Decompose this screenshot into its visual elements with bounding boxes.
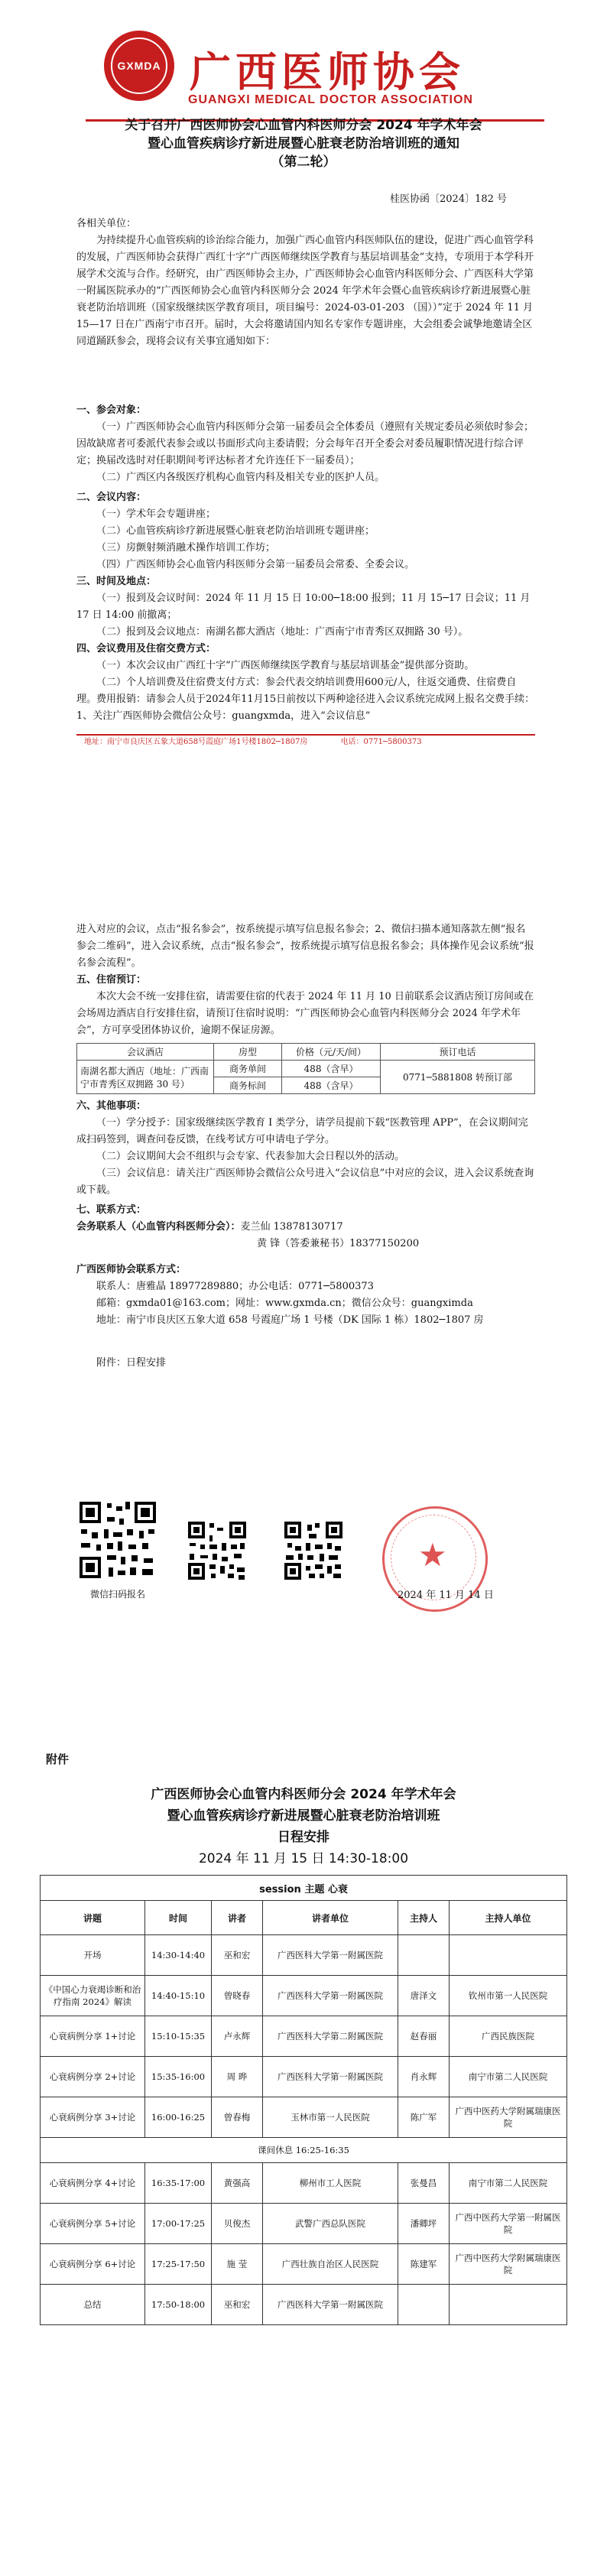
row-topic: 心衰病例分享 6+讨论 [41, 2244, 145, 2285]
row-time: 14:40-15:10 [145, 1976, 212, 2016]
row-chair: 陈广军 [398, 2097, 450, 2138]
row-unit: 广西医科大学第一附属医院 [263, 1935, 398, 1976]
row-topic: 总结 [41, 2285, 145, 2325]
row-chair: 潘卿坪 [398, 2204, 450, 2244]
row-unit: 广西壮族自治区人民医院 [263, 2244, 398, 2285]
qr-code-2 [187, 1520, 248, 1581]
qr-label: 微信扫码报名 [89, 1589, 145, 1600]
hotel-header-hotel: 会议酒店 [77, 1044, 214, 1061]
hotel-name: 南湖名都大酒店（地址：广西南宁市青秀区双拥路 30 号） [77, 1061, 214, 1094]
footer-divider [76, 734, 535, 736]
row-chair: 赵春丽 [398, 2016, 450, 2057]
section-7-heading: 七、联系方式： [76, 1204, 147, 1216]
hotel-header-phone: 预订电话 [381, 1044, 535, 1061]
row-time: 17:25-17:50 [145, 2244, 212, 2285]
schedule-date: 2024 年 11 月 15 日 14:30-18:00 [198, 1851, 409, 1866]
association-english-name: GUANGXI MEDICAL DOCTOR ASSOCIATION [188, 93, 473, 106]
title-line-2: 暨心血管疾病诊疗新进展暨心脏衰老防治培训班的通知 [148, 136, 459, 151]
attachment-label: 附件 [46, 1753, 70, 1766]
row-speaker: 巫和宏 [212, 2285, 263, 2325]
section-3-heading: 三、时间及地点： [76, 576, 157, 587]
row-topic: 心衰病例分享 2+讨论 [41, 2057, 145, 2097]
row-chair [398, 1935, 450, 1976]
contact-block [76, 1219, 535, 1236]
footer-phone: 电话：0771─5800373 [340, 738, 422, 746]
table-row [41, 1935, 567, 1976]
row-chair [398, 2285, 450, 2325]
footer-address: 地址：南宁市良庆区五象大道658号霞庭广场1号楼1802─1807房 [84, 738, 308, 746]
row-topic: 心衰病例分享 4+讨论 [41, 2163, 145, 2204]
notice-title [0, 116, 607, 171]
col-chair-unit: 主持人单位 [450, 1901, 567, 1935]
row-speaker: 贝俊杰 [212, 2204, 263, 2244]
row-chair-unit [450, 2285, 567, 2325]
section-6-heading: 六、其他事项： [76, 1100, 147, 1112]
row-speaker: 曾春梅 [212, 2097, 263, 2138]
row-chair-unit: 广西中医药大学附属瑞康医院 [450, 2244, 567, 2285]
col-time: 时间 [145, 1901, 212, 1935]
col-topic: 讲题 [41, 1901, 145, 1935]
qr-code-3 [283, 1520, 344, 1581]
schedule-title-3: 日程安排 [278, 1830, 329, 1845]
row-time: 16:35-17:00 [145, 2163, 212, 2204]
hotel-price-1: 488（含早） [282, 1061, 381, 1077]
row-time: 15:10-15:35 [145, 2016, 212, 2057]
hotel-phone: 0771─5881808 转预订部 [381, 1061, 535, 1094]
row-time: 17:50-18:00 [145, 2285, 212, 2325]
doc-number: 桂医协函〔2024〕182 号 [390, 193, 508, 205]
contact-1: 麦兰仙 13878130717 [240, 1221, 343, 1233]
section-1-heading: 一、参会对象： [76, 404, 147, 416]
section-5-text: 本次大会不统一安排住宿，请需要住宿的代表于 2024 年 11 月 10 日前联系会议酒店预订房间或在会场周边酒店自行安排住宿，请预订住宿时说明：“广西医师协会心血管内科医师分会 2024 年学术年会”，方可享受团体协议价，逾期不保证房源。 [76, 991, 534, 1036]
hotel-room-2: 商务标间 [214, 1077, 282, 1094]
schedule-title-1: 广西医师协会心血管内科医师分会 2024 年学术年会 [151, 1787, 456, 1802]
row-chair: 陈建军 [398, 2244, 450, 2285]
row-topic: 开场 [41, 1935, 145, 1976]
section-3-item-2: （二）报到及会议地点：南湖名都大酒店（地址：广西南宁市青秀区双拥路 30 号）。 [96, 626, 469, 638]
contact-2: 黄 锋（答委兼秘书）18377150200 [257, 1238, 420, 1249]
table-row [41, 2057, 567, 2097]
section-2-item-2: （二）心血管疾病诊疗新进展暨心脏衰老防治培训班专题讲座； [96, 525, 375, 537]
letterhead [0, 14, 607, 113]
registration-qr-code[interactable] [76, 1499, 159, 1581]
row-topic: 《中国心力衰竭诊断和治疗指南 2024》解读 [41, 1976, 145, 2016]
table-row [41, 2016, 567, 2057]
row-chair-unit [450, 1935, 567, 1976]
assoc-contact-heading: 广西医师协会联系方式： [76, 1264, 187, 1275]
col-speaker: 讲者 [212, 1901, 263, 1935]
assoc-line-3: 地址：南宁市良庆区五象大道 658 号霞庭广场 1 号楼（DK 国际 1 栋）1802─1807 房 [96, 1314, 484, 1326]
row-time: 16:00-16:25 [145, 2097, 212, 2138]
assoc-line-1: 联系人：唐雅晶 18977289880；办公电话：0771─5800373 [96, 1281, 374, 1292]
row-topic: 心衰病例分享 3+讨论 [41, 2097, 145, 2138]
sign-date: 2024 年 11 月 14 日 [398, 1590, 494, 1601]
section-6-item-3: （三）会议信息：请关注广西医师协会微信公众号进入“会议信息”中对应的会议，进入会议系统查询或下载。 [76, 1168, 534, 1196]
session-theme: session 主题 心衰 [41, 1876, 567, 1901]
row-speaker: 曾晓春 [212, 1976, 263, 2016]
row-time: 17:00-17:25 [145, 2204, 212, 2244]
row-topic: 心衰病例分享 1+讨论 [41, 2016, 145, 2057]
row-speaker: 施 莹 [212, 2244, 263, 2285]
row-topic: 心衰病例分享 5+讨论 [41, 2204, 145, 2244]
row-time: 15:35-16:00 [145, 2057, 212, 2097]
section-4-item-2: （二）个人培训费及住宿费支付方式：参会代表交纳培训费用600元/人，往返交通费、住宿费自理。费用报销：请参会人员于2024年11月15日前按以下两种途径进入会议系统完成网上报名交费手续：1、关注广西医师协会微信公众号：guangxmda，进入“会议信息” [76, 677, 535, 722]
row-chair-unit: 广西民族医院 [450, 2016, 567, 2057]
row-chair-unit: 广西中医药大学附属瑞康医院 [450, 2097, 567, 2138]
row-unit: 柳州市工人医院 [263, 2163, 398, 2204]
hotel-room-1: 商务单间 [214, 1061, 282, 1077]
row-speaker: 卢永辉 [212, 2016, 263, 2057]
table-row [41, 2204, 567, 2244]
row-chair-unit: 钦州市第一人民医院 [450, 1976, 567, 2016]
title-line-3: （第二轮） [271, 154, 336, 170]
col-chair: 主持人 [398, 1901, 450, 1935]
association-logo [104, 31, 174, 101]
logo-text: GXMDA [117, 60, 161, 72]
table-row [41, 1976, 567, 2016]
row-chair-unit: 南宁市第二人民医院 [450, 2057, 567, 2097]
row-speaker: 周 晔 [212, 2057, 263, 2097]
section-4-continued: 进入对应的会议，点击“报名参会”，按系统提示填写信息报名参会；2、微信扫描本通知落款左侧“报名参会二维码”，进入会议系统，点击“报名参会”，按系统提示填写信息报名参会；具体操作见会议系统“报名参会流程”。 [76, 924, 534, 969]
row-chair-unit: 南宁市第二人民医院 [450, 2163, 567, 2204]
row-unit: 玉林市第一人民医院 [263, 2097, 398, 2138]
hotel-header-price: 价格（元/天/间） [282, 1044, 381, 1061]
row-unit: 广西医科大学第一附属医院 [263, 2057, 398, 2097]
schedule-table [40, 1875, 567, 2325]
row-speaker: 黄强高 [212, 2163, 263, 2204]
row-speaker: 巫和宏 [212, 1935, 263, 1976]
section-2-item-3: （三）房颤射频消融术操作培训工作坊； [96, 542, 276, 554]
row-unit: 广西医科大学第一附属医院 [263, 2285, 398, 2325]
section-1-item-2: （二）广西区内各级医疗机构心血管内科及相关专业的医护人员。 [96, 472, 385, 483]
section-4-item-1: （一）本次会议由广西红十字“广西医师继续医学教育与基层培训基金”提供部分资助。 [96, 660, 475, 671]
row-chair: 唐泽文 [398, 1976, 450, 2016]
table-row [41, 2244, 567, 2285]
section-3-item-1: （一）报到及会议时间：2024 年 11 月 15 日 10:00─18:00 报到；11 月 15─17 日会议；11 月 17 日 14:00 前撤离； [76, 593, 531, 621]
section-2-item-1: （一）学术年会专题讲座； [96, 508, 216, 520]
association-name: 广西医师协会 [190, 48, 465, 96]
hotel-price-2: 488（含早） [282, 1077, 381, 1094]
table-row [41, 2163, 567, 2204]
section-5-heading: 五、住宿预订： [76, 974, 147, 986]
col-speaker-unit: 讲者单位 [263, 1901, 398, 1935]
table-row [41, 2285, 567, 2325]
row-chair-unit: 广西中医药大学第一附属医院 [450, 2204, 567, 2244]
row-unit: 广西医科大学第二附属医院 [263, 2016, 398, 2057]
table-row [41, 2097, 567, 2138]
row-unit: 广西医科大学第一附属医院 [263, 1976, 398, 2016]
row-unit: 武警广西总队医院 [263, 2204, 398, 2244]
assoc-line-2: 邮箱：gxmda01@163.com；网址：www.gxmda.cn；微信公众号：guangximda [96, 1298, 473, 1309]
section-4-heading: 四、会议费用及住宿交费方式： [76, 643, 216, 655]
attachment-note: 附件：日程安排 [96, 1357, 167, 1369]
row-time: 14:30-14:40 [145, 1935, 212, 1976]
contact-label: 会务联系人（心血管内科医师分会）： [76, 1221, 241, 1233]
section-6-item-2: （二）会议期间大会不组织与会专家、代表参加大会日程以外的活动。 [96, 1151, 405, 1162]
section-1-item-1: （一）广西医师协会心血管内科医师分会第一届委员会全体委员（遵照有关规定委员必须依时参会；因故缺席者可委派代表参会或以书面形式向主委请假；分会每年召开全委会对委员履职情况进行综合评定；换届改选时对任职期间考评达标者才允许连任下一届委员）； [76, 421, 534, 466]
row-chair: 张曼昌 [398, 2163, 450, 2204]
schedule-title-2: 暨心血管疾病诊疗新进展暨心脏衰老防治培训班 [167, 1808, 440, 1824]
section-2-item-4: （四）广西医师协会心血管内科医师分会第一届委员会常委、全委会议。 [96, 559, 415, 570]
row-chair: 肖永辉 [398, 2057, 450, 2097]
hotel-table [76, 1043, 535, 1094]
section-6-item-1: （一）学分授予：国家级继续医学教育 I 类学分，请学员提前下载“医教管理 APP”，在会议期间完成扫码签到，调查问卷反馈，在线考试方可申请电子学分。 [76, 1117, 528, 1145]
salutation: 各相关单位： [76, 218, 137, 229]
title-line-1: 关于召开广西医师协会心血管内科医师分会 2024 年学术年会 [125, 118, 482, 133]
intro-paragraph: 为持续提升心血管疾病的诊治综合能力，加强广西心血管内科医师队伍的建设，促进广西心血管学科的发展，广西医师协会获得广西红十字“广西医师继续医学教育与基层培训基金”支持，专项用于本学科开展学术交流与合作。经研究，由广西医师协会主办，广西医师协会心血管内科医师分会、广西医科大学第一附属医院承办的“广西医师协会心血管内科医师分会 2024 年学术年会暨心血管疾病诊疗新进展暨心脏衰老防治培训班（国家级继续医学教育项目，项目编号：2024-03-01-203 （国））”定于 2024 年 11 月 15—17 日在广西南宁市召开。届时，大会将邀请国内知名专家作专题讲座，大会组委会诚挚地邀请全区同道踊跃参会，现将会议有关事宜通知如下： [76, 235, 534, 347]
star-icon: ★ [418, 1536, 447, 1574]
break-row: 课间休息 16:25-16:35 [41, 2138, 567, 2163]
hotel-header-room: 房型 [214, 1044, 282, 1061]
section-2-heading: 二、会议内容： [76, 492, 147, 503]
page-footer [84, 737, 543, 748]
